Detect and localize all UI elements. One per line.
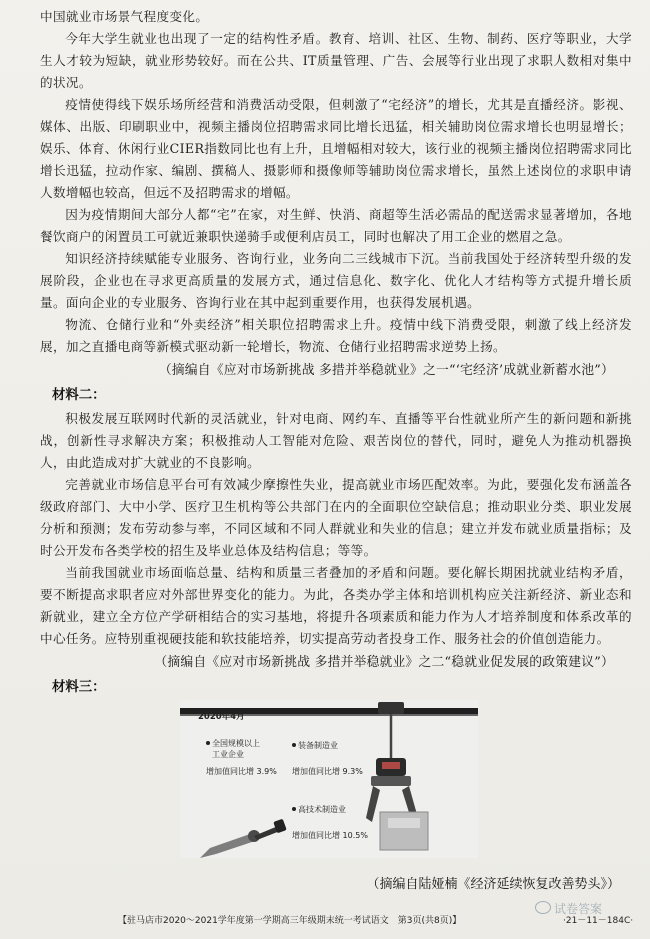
paragraph-s2-1: 积极发展互联网时代新的灵活就业，针对电商、网约车、直播等平台性就业所产生的新问题和新挑战，创新性寻求解决方案；积极推动人工智能对危险、艰苦岗位的替代，同时，避免人为推动机器换人，由此造成对扩大就业的不良影响。: [40, 411, 632, 470]
item-equipment-label: 装备制造业: [298, 741, 338, 750]
watermark: 试卷答案: [535, 900, 602, 917]
item-hightech-label: 高技术制造业: [298, 805, 346, 814]
paragraph-s1-3: 因为疫情期间大部分人都“宅”在家，对生鲜、快消、商超等生活必需品的配送需求显著增加，各地餐饮商户的闲置员工可就近兼职快递骑手或便利店员工，同时也解决了用工企业的燃眉之急。: [40, 207, 632, 244]
rail-trolley: [378, 702, 404, 714]
industrial-growth-figure: [180, 700, 478, 858]
paragraph-s1-2: 疫情使得线下娱乐场所经营和消费活动受限，但刺激了“宅经济”的增长，尤其是直播经济。影视、媒体、出版、印刷职业中，视频主播岗位招聘需求同比增长迅猛，相关辅助岗位需求增长也明显增长；娱乐、体育、休闲行业CIER指数同比也有上升，且增幅相对较大，该行业的视频主播岗位招聘需求同比增长迅猛，拉动作家、编剧、撰稿人、摄影师和摄像师等辅助岗位需求增长，虽然上述岗位的求职申请人数增幅也较高，但远不及招聘需求的增幅。: [40, 97, 632, 200]
source-citation-2: （摘编自《应对市场新挑战 多措并举稳就业》之二“稳就业促发展的政策建议”）: [154, 655, 614, 670]
paragraph-s1-1: 今年大学生就业也出现了一定的结构性矛盾。教育、培训、社区、生物、制药、医疗等职业，大学生人才较为短缺，就业形势较好。而在公共、IT质量管理、广告、会展等行业出现了求职人数相对集中的状况。: [40, 31, 632, 90]
footer-code: ·21－11－184C·: [563, 916, 634, 926]
figure-item-equipment: [292, 740, 338, 751]
figure-item-industrial: [206, 738, 260, 760]
machine-box: [380, 812, 428, 850]
item-equipment-value: 9.3%: [342, 767, 363, 776]
robot-body: [371, 776, 411, 786]
bullet-icon: [206, 741, 210, 745]
item-industrial-label-1: 全国规模以上: [212, 739, 260, 748]
page-content: [40, 6, 632, 700]
material-two-heading: 材料二：: [52, 388, 106, 403]
item-industrial-value: 3.9%: [256, 767, 277, 776]
paragraph-s2-2: 完善就业市场信息平台可有效减少摩擦性失业，提高就业市场匹配效率。为此，要强化发布涵盖各级政府部门、大中小学、医疗卫生机构等公共部门在内的全面职位空缺信息；推动职业分类、职业发展分析和预测；发布劳动参与率，不同区域和不同人群就业和失业的信息；建立并发布就业质量指标；及时公开发布各类学校的招生及毕业总体及结构信息；等等。: [40, 477, 632, 558]
robot-left-arm: [366, 786, 380, 822]
figure-date: 2020年4月: [198, 712, 245, 722]
paragraph-s2-3: 当前我国就业市场面临总量、结构和质量三者叠加的矛盾和问题。要化解长期困扰就业结构矛盾，要不断提高求职者应对外部世界变化的能力。为此，各类办学主体和培训机构应关注新经济、新业态和新就业，建立全方位产学研相结合的实习基地，将提升各项素质和能力作为人才培养制度和体系改革的中心任务。应特别重视硬技能和软技能培养，切实提高劳动者投身工作、服务社会的价值创造能力。: [40, 565, 632, 646]
item-industrial-label-2: 工业企业: [212, 750, 244, 759]
figure-item-industrial-growth: 增加值同比增 3.9%: [206, 767, 277, 776]
source-citation-3: （摘编自陆娅楠《经济延续恢复改善势头》）: [366, 877, 620, 892]
figure-item-hightech-growth: 增加值同比增 10.5%: [292, 831, 368, 840]
source-citation-1: （摘编自《应对市场新挑战 多措并举稳就业》之一“‘宅经济’成就业新蓄水池”）: [158, 363, 614, 378]
bullet-icon: [292, 807, 296, 811]
lead-line: 中国就业市场景气程度变化。: [40, 9, 209, 24]
paragraph-s1-4: 知识经济持续赋能专业服务、咨询行业，业务向二三线城市下沉。当前我国处于经济转型升级的发展阶段，企业也在寻求更高质量的发展方式，通过信息化、数字化、优化人才结构等方式提升增长质量。面向企业的专业服务、咨询行业在其中起到重要作用，也获得发展机遇。: [40, 251, 632, 310]
material-three-heading: 材料三：: [52, 680, 106, 695]
bullet-icon: [292, 743, 296, 747]
figure-item-equipment-growth: 增加值同比增 9.3%: [292, 767, 363, 776]
footer-text: 【驻马店市2020～2021学年度第一学期高三年级期末统一考试语文 第3页(共8页)】: [118, 916, 462, 926]
figure-item-hightech: [292, 804, 346, 815]
item-hightech-value: 10.5%: [342, 831, 368, 840]
paragraph-s1-5: 物流、仓储行业和“外卖经济”相关职位招聘需求上升。疫情中线下消费受限，刺激了线上经济发展，加之直播电商等新模式驱动新一轮增长，物流、仓储行业招聘需求逆势上扬。: [40, 317, 632, 354]
wechat-icon: [535, 901, 551, 914]
